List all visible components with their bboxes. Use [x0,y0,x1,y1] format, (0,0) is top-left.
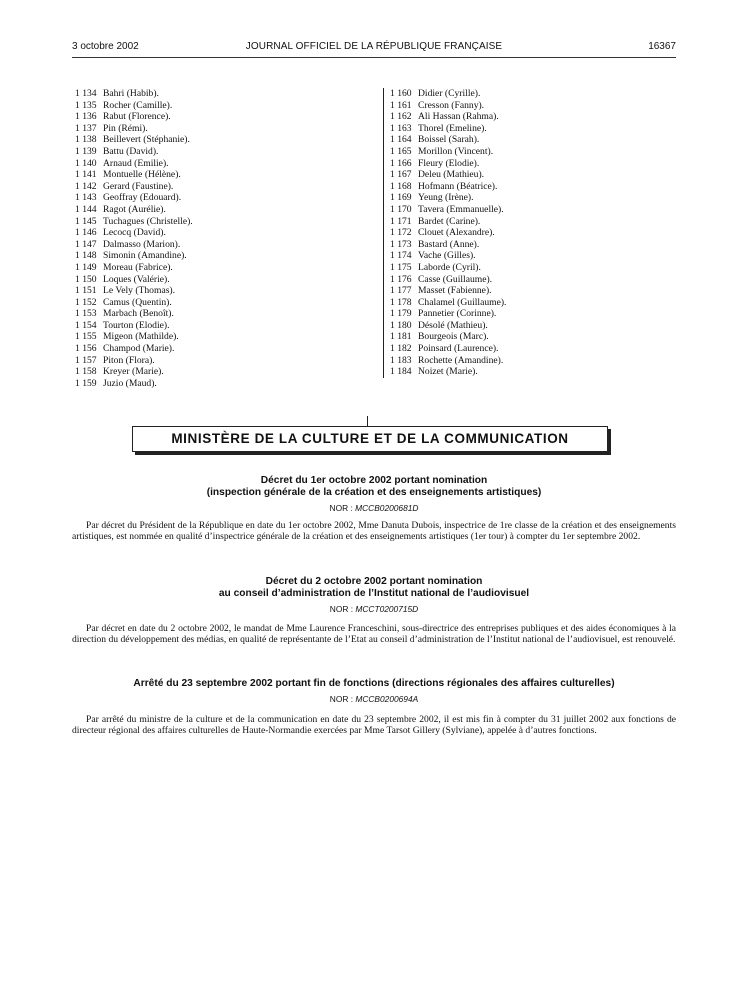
entry-name: Ali Hassan (Rahma). [418,111,499,123]
entry-number: 1 175 [390,261,412,273]
names-list-left [75,88,193,389]
entry-number: 1 154 [75,319,97,331]
entry-number: 1 144 [75,203,97,215]
entry-number: 1 179 [390,308,412,320]
entry-name: Geoffray (Edouard). [103,192,182,204]
entry-name: Yeung (Irène). [418,192,474,204]
entry-name: Hofmann (Béatrice). [418,180,498,192]
entry-number: 1 174 [390,250,412,262]
entry-number: 1 145 [75,215,97,227]
entry-name: Migeon (Mathilde). [103,331,179,343]
name-entry [75,134,193,146]
entry-name: Arnaud (Emilie). [103,157,169,169]
name-entry [390,331,506,343]
entry-name: Didier (Cyrille). [418,88,481,99]
entry-name: Rochette (Amandine). [418,354,504,366]
entry-name: Le Vely (Thomas). [103,285,176,297]
entry-name: Montuelle (Hélène). [103,169,181,181]
entry-name: Beillevert (Stéphanie). [103,134,190,146]
entry-number: 1 149 [75,261,97,273]
name-entry [75,297,193,309]
entry-number: 1 177 [390,285,412,297]
name-entry [390,262,506,274]
journal-title: JOURNAL OFFICIEL DE LA RÉPUBLIQUE FRANÇAISE [245,41,503,52]
entry-name: Tourton (Elodie). [103,319,170,331]
entry-name: Gerard (Faustine). [103,180,174,192]
decree2-title-line1: Décret du 2 octobre 2002 portant nomination [265,576,483,587]
entry-name: Piton (Flora). [103,354,155,366]
name-entry [75,366,193,378]
entry-number: 1 173 [390,238,412,250]
nor-code: MCCB0200694A [355,694,419,704]
entry-number: 1 158 [75,366,97,378]
entry-number: 1 167 [390,169,412,181]
entry-number: 1 141 [75,169,97,181]
name-entry [390,366,506,378]
name-entry [390,123,506,135]
decree2-title-line2: au conseil d’administration de l’Institut national de l’audiovisuel [218,588,530,599]
decree1-body: Par décret du Président de la République en date du 1er octobre 2002, Mme Danuta Dubois, inspectrice de 1re classe de la création et des enseignements artistiques, est nommée en qualité d’inspectrice générale de la création et des enseignements artistiques (1er tour) à compter du 1er septembre 2002. [72,520,676,543]
name-entry [75,285,193,297]
arrete-title [72,678,676,690]
entry-number: 1 155 [75,331,97,343]
entry-number: 1 165 [390,145,412,157]
entry-number: 1 181 [390,331,412,343]
name-entry [390,250,506,262]
name-entry [390,355,506,367]
entry-name: Battu (David). [103,145,159,157]
name-entry [390,308,506,320]
entry-number: 1 143 [75,192,97,204]
entry-number: 1 180 [390,319,412,331]
entry-number: 1 160 [390,88,412,99]
name-entry [75,123,193,135]
name-entry [75,378,193,390]
name-entry [390,181,506,193]
name-entry [390,192,506,204]
ministry-heading: MINISTÈRE DE LA CULTURE ET DE LA COMMUNICATION [132,426,608,452]
entry-name: Cresson (Fanny). [418,99,485,111]
name-entry [390,239,506,251]
name-entry [75,331,193,343]
name-entry [390,274,506,286]
entry-number: 1 150 [75,273,97,285]
entry-name: Camus (Quentin). [103,296,172,308]
entry-name: Boissel (Sarah). [418,134,480,146]
name-entry [75,100,193,112]
page-header [72,41,676,55]
entry-number: 1 183 [390,354,412,366]
entry-name: Fleury (Elodie). [418,157,480,169]
arrete-title-line1: Arrêté du 23 septembre 2002 portant fin de fonctions (directions régionales des affaires culturelles) [133,678,615,689]
name-entry [390,216,506,228]
entry-number: 1 164 [390,134,412,146]
entry-number: 1 161 [390,99,412,111]
name-entry [75,158,193,170]
decree1-title-line1: Décret du 1er octobre 2002 portant nomination [260,475,488,486]
name-entry [75,343,193,355]
page-number: 16367 [648,41,676,52]
name-entry [390,88,506,100]
name-entry [75,216,193,228]
entry-name: Poinsard (Laurence). [418,343,499,355]
entry-number: 1 169 [390,192,412,204]
name-entry [75,239,193,251]
entry-name: Thorel (Emeline). [418,122,487,134]
name-entry [390,146,506,158]
entry-name: Pin (Rémi). [103,122,148,134]
entry-name: Noizet (Marie). [418,366,478,378]
entry-name: Lecocq (David). [103,227,166,239]
entry-name: Laborde (Cyril). [418,261,481,273]
entry-number: 1 134 [75,88,97,99]
entry-name: Désolé (Mathieu). [418,319,488,331]
entry-name: Casse (Guillaume). [418,273,493,285]
entry-number: 1 168 [390,180,412,192]
entry-name: Pannetier (Corinne). [418,308,497,320]
name-entry [75,88,193,100]
nor-label: NOR : [329,503,353,513]
entry-number: 1 184 [390,366,412,378]
decree1-title-line2: (inspection générale de la création et des enseignements artistiques) [206,487,542,498]
entry-name: Vache (Gilles). [418,250,476,262]
name-entry [390,134,506,146]
name-entry [75,111,193,123]
entry-name: Ragot (Aurélie). [103,203,166,215]
name-entry [390,204,506,216]
entry-number: 1 176 [390,273,412,285]
name-entry [390,100,506,112]
entry-name: Masset (Fabienne). [418,285,492,297]
name-entry [390,158,506,170]
entry-number: 1 151 [75,285,97,297]
entry-number: 1 140 [75,157,97,169]
entry-number: 1 153 [75,308,97,320]
name-entry [75,169,193,181]
entry-number: 1 135 [75,99,97,111]
entry-number: 1 172 [390,227,412,239]
entry-name: Clouet (Alexandre). [418,227,495,239]
entry-name: Loques (Valérie). [103,273,170,285]
name-entry [75,308,193,320]
entry-number: 1 157 [75,354,97,366]
nor-label: NOR : [329,694,354,704]
entry-name: Bardet (Carine). [418,215,481,227]
entry-number: 1 166 [390,157,412,169]
nor-code: MCCT0200715D [355,604,419,614]
entry-number: 1 146 [75,227,97,239]
name-entry [390,111,506,123]
entry-number: 1 182 [390,343,412,355]
name-entry [390,227,506,239]
entry-name: Marbach (Benoît). [103,308,174,320]
entry-number: 1 148 [75,250,97,262]
entry-number: 1 147 [75,238,97,250]
entry-number: 1 136 [75,111,97,123]
entry-name: Bastard (Anne). [418,238,480,250]
issue-date: 3 octobre 2002 [72,41,139,52]
entry-number: 1 163 [390,122,412,134]
entry-name: Rocher (Camille). [103,99,173,111]
entry-name: Morillon (Vincent). [418,145,494,157]
entry-name: Chalamel (Guillaume). [418,296,507,308]
name-entry [75,250,193,262]
entry-number: 1 162 [390,111,412,123]
entry-number: 1 170 [390,203,412,215]
entry-name: Kreyer (Marie). [103,366,164,378]
entry-name: Dalmasso (Marion). [103,238,181,250]
decree1-title [72,475,676,499]
entry-number: 1 171 [390,215,412,227]
name-entry [390,169,506,181]
entry-number: 1 137 [75,122,97,134]
name-entry [75,274,193,286]
entry-number: 1 139 [75,145,97,157]
decree2-body: Par décret en date du 2 octobre 2002, le mandat de Mme Laurence Franceschini, sous-directrice des entreprises publiques et des aides économiques à la direction du développement des médias, en qualité de représentante de l’Etat au conseil d’administration de l’Institut national de l’audiovisuel, est renouvelé. [72,623,676,646]
entry-name: Moreau (Fabrice). [103,261,173,273]
name-entry [390,343,506,355]
decree2-title [72,576,676,600]
entry-number: 1 142 [75,180,97,192]
name-entry [75,204,193,216]
name-entry [75,320,193,332]
name-entry [75,181,193,193]
entry-name: Bahri (Habib). [103,88,159,99]
entry-number: 1 156 [75,343,97,355]
entry-number: 1 138 [75,134,97,146]
name-entry [75,262,193,274]
entry-name: Tavera (Emmanuelle). [418,203,504,215]
names-list-right [383,88,506,378]
name-entry [75,227,193,239]
entry-number: 1 159 [75,377,97,389]
decree1-nor [72,503,676,513]
nor-code: MCCB0200681D [355,503,419,513]
name-entry [390,297,506,309]
entry-number: 1 178 [390,296,412,308]
name-entry [75,192,193,204]
entry-name: Juzio (Maud). [103,377,157,389]
entry-name: Champod (Marie). [103,343,175,355]
entry-name: Bourgeois (Marc). [418,331,489,343]
name-entry [75,355,193,367]
name-entry [390,320,506,332]
entry-name: Tuchagues (Christelle). [103,215,193,227]
entry-name: Deleu (Mathieu). [418,169,485,181]
section-divider-mark [367,416,368,426]
arrete-nor [72,694,676,704]
entry-name: Rabut (Florence). [103,111,171,123]
nor-label: NOR : [329,604,354,614]
header-rule [72,57,676,58]
entry-number: 1 152 [75,296,97,308]
entry-name: Simonin (Amandine). [103,250,187,262]
name-entry [390,285,506,297]
arrete-body: Par arrêté du ministre de la culture et de la communication en date du 23 septembre 2002, il est mis fin à compter du 31 juillet 2002 aux fonctions de directeur régional des affaires culturelles de Haute-Normandie exercées par Mme Tarsot Gillery (Sylviane), appelée à d’autres fonctions. [72,714,676,737]
name-entry [75,146,193,158]
decree2-nor [72,604,676,614]
